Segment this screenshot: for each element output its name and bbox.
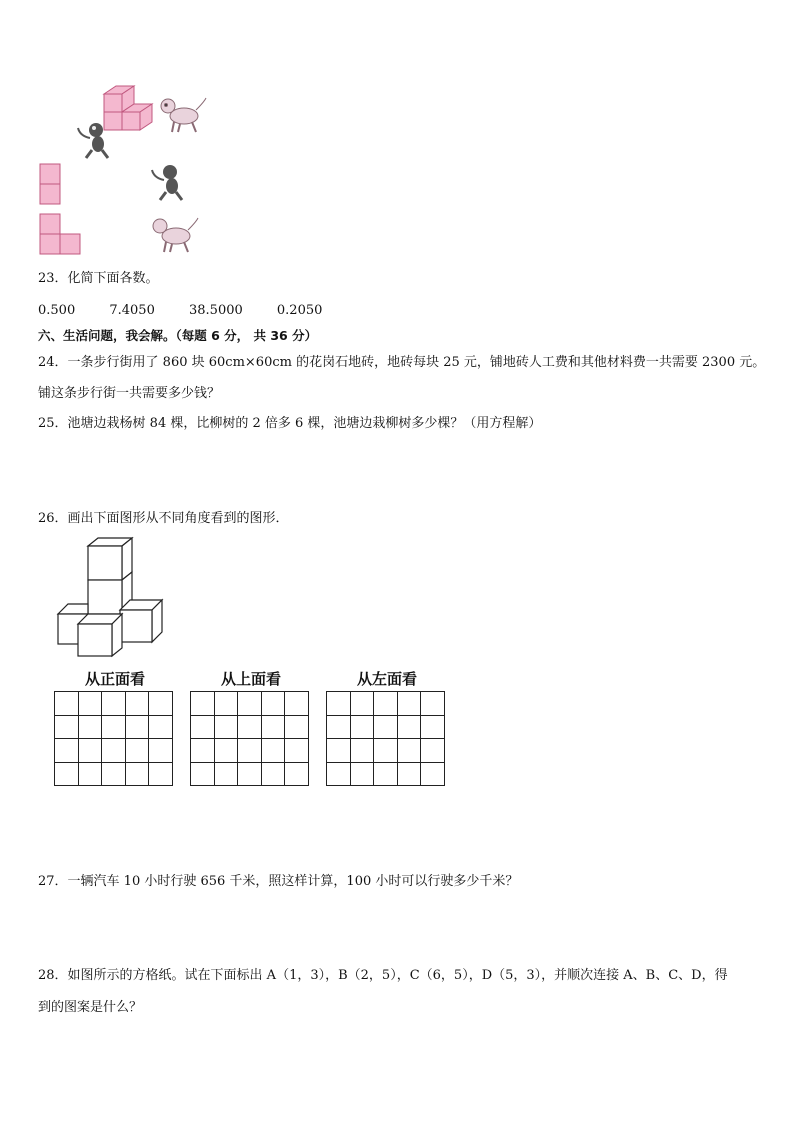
grid-left-view[interactable] [326,691,445,786]
question-25: 25．池塘边栽杨树 84 棵，比柳树的 2 倍多 6 棵，池塘边栽柳树多少棵？（用方程解） [38,416,542,431]
view-label-top: 从上面看 [220,670,281,688]
view-label-left: 从左面看 [356,670,417,688]
view-label-front: 从正面看 [84,670,145,688]
number-item: 38.5000 [189,303,243,318]
number-item: 0.500 [38,303,76,318]
number-item: 0.2050 [276,303,323,318]
question-28-line2: 到的图案是什么？ [38,1000,143,1015]
view-option-2 [40,214,80,254]
question-28-line1: 28．如图所示的方格纸。试在下面标出 A（1，3），B（2，5），C（6，5），D（5，3），并顺次连接 A、B、C、D，得 [38,968,728,983]
pink-cube-stack [104,86,152,130]
cube-stack-figure [36,80,216,262]
monkey-icon [152,165,182,200]
question-23-numbers [38,302,352,320]
view-option-1 [40,164,60,204]
question-24-line1: 24．一条步行街用了 860 块 60cm×60cm 的花岗石地砖，地砖每块 25 元，铺地砖人工费和其他材料费一共需要 2300 元。 [38,355,766,370]
grid-top-view[interactable] [190,691,309,786]
dog-icon [153,218,198,252]
section-heading: 六、生活问题，我会解。（每题 6 分， 共 36 分） [38,328,318,343]
number-item: 7.4050 [109,303,155,318]
question-26: 26．画出下面图形从不同角度看到的图形． [38,511,289,526]
question-23-title: 23．化简下面各数。 [38,271,159,286]
grid-front-view[interactable] [54,691,173,786]
question-24-line2: 铺这条步行街一共需要多少钱？ [38,386,221,401]
cube-3d-figure [54,536,168,658]
question-27: 27．一辆汽车 10 小时行驶 656 千米，照这样计算，100 小时可以行驶多少千米？ [38,874,519,889]
dog-icon [161,98,206,132]
